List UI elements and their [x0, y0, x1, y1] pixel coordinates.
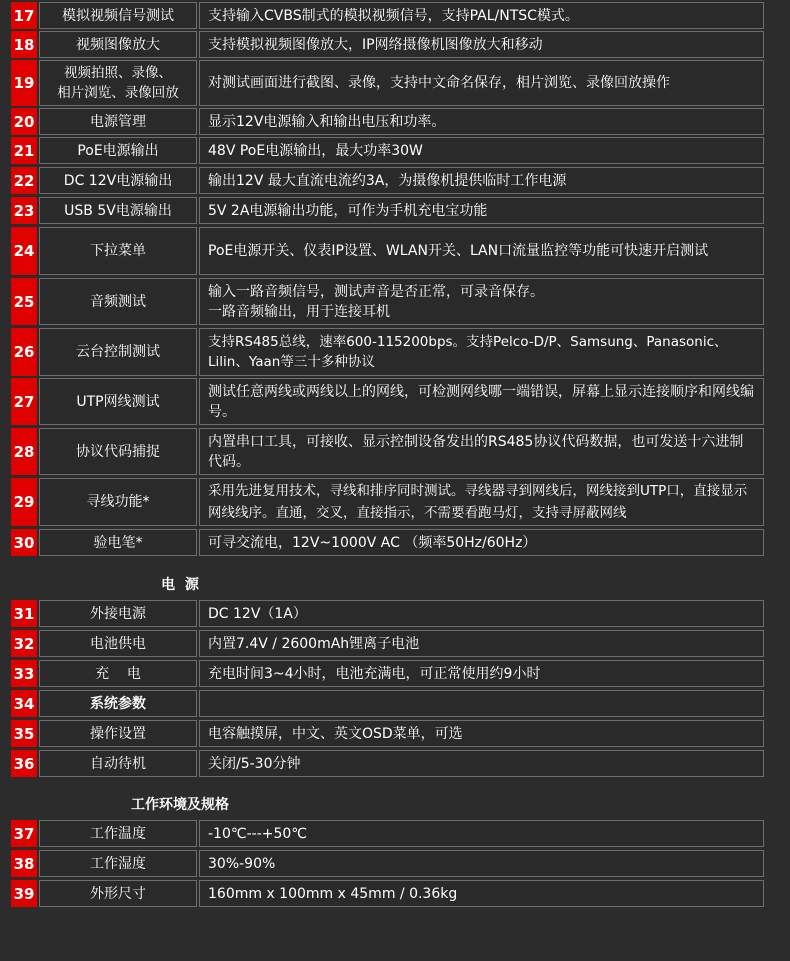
row-number: 34 — [11, 690, 37, 717]
feature-description: 显示12V电源输入和输出电压和功率。 — [199, 108, 764, 135]
row-number: 36 — [11, 750, 37, 777]
feature-name: 外接电源 — [39, 600, 197, 627]
row-number: 25 — [11, 278, 37, 325]
feature-description: 测试任意两线或两线以上的网线，可检测网线哪一端错误，屏幕上显示连接顺序和网线编号。 — [199, 378, 764, 425]
feature-name: 工作温度 — [39, 820, 197, 847]
section-title-environment: 工作环境及规格 — [131, 797, 229, 813]
row-number: 38 — [11, 850, 37, 877]
spec-row-34 — [11, 690, 764, 717]
row-number: 20 — [11, 108, 37, 135]
feature-name: 外形尺寸 — [39, 880, 197, 907]
row-number: 19 — [11, 60, 37, 106]
row-number: 28 — [11, 428, 37, 475]
row-number: 31 — [11, 600, 37, 627]
spec-row-27 — [11, 378, 764, 425]
spec-row-20 — [11, 108, 764, 135]
spec-row-31 — [11, 600, 764, 627]
feature-description: 支持RS485总线，速率600-115200bps。支持Pelco-D/P、Samsung、Panasonic、Lilin、Yaan等三十多种协议 — [199, 328, 764, 376]
feature-description: 输入一路音频信号，测试声音是否正常，可录音保存。 一路音频输出，用于连接耳机 — [199, 278, 764, 325]
feature-name: USB 5V电源输出 — [39, 197, 197, 224]
section-title-power: 电 源 — [161, 577, 199, 593]
feature-description: 支持输入CVBS制式的模拟视频信号，支持PAL/NTSC模式。 — [199, 2, 764, 29]
row-number: 23 — [11, 197, 37, 224]
row-number: 21 — [11, 137, 37, 164]
feature-name: 寻线功能* — [39, 478, 197, 526]
feature-name: 系统参数 — [39, 690, 197, 717]
feature-description: 充电时间3~4小时，电池充满电，可正常使用约9小时 — [199, 660, 764, 687]
row-number: 30 — [11, 529, 37, 556]
feature-description: 电容触摸屏，中文、英文OSD菜单，可选 — [199, 720, 764, 747]
feature-description: 内置7.4V / 2600mAh锂离子电池 — [199, 630, 764, 657]
spec-row-18 — [11, 31, 764, 58]
spec-row-32 — [11, 630, 764, 657]
spec-row-25 — [11, 278, 764, 325]
row-number: 17 — [11, 2, 37, 29]
feature-description: 5V 2A电源输出功能，可作为手机充电宝功能 — [199, 197, 764, 224]
row-number: 22 — [11, 167, 37, 194]
spec-row-29 — [11, 478, 764, 526]
feature-name: 自动待机 — [39, 750, 197, 777]
spec-row-37 — [11, 820, 764, 847]
feature-description: 关闭/5-30分钟 — [199, 750, 764, 777]
spec-row-38 — [11, 850, 764, 877]
row-number: 32 — [11, 630, 37, 657]
feature-description: 160mm x 100mm x 45mm / 0.36kg — [199, 880, 764, 907]
spec-row-22 — [11, 167, 764, 194]
feature-name: DC 12V电源输出 — [39, 167, 197, 194]
feature-description: 输出12V 最大直流电流约3A，为摄像机提供临时工作电源 — [199, 167, 764, 194]
feature-description — [199, 690, 764, 717]
feature-name: 操作设置 — [39, 720, 197, 747]
feature-description: 48V PoE电源输出，最大功率30W — [199, 137, 764, 164]
spec-row-39 — [11, 880, 764, 907]
row-number: 18 — [11, 31, 37, 58]
spec-row-28 — [11, 428, 764, 475]
row-number: 24 — [11, 227, 37, 275]
spec-row-26 — [11, 328, 764, 376]
spec-row-36 — [11, 750, 764, 777]
row-number: 35 — [11, 720, 37, 747]
feature-name: 验电笔* — [39, 529, 197, 556]
spec-row-33 — [11, 660, 764, 687]
row-number: 27 — [11, 378, 37, 425]
feature-name: 视频拍照、录像、 相片浏览、录像回放 — [39, 60, 197, 106]
feature-description: 支持模拟视频图像放大，IP网络摄像机图像放大和移动 — [199, 31, 764, 58]
feature-description: PoE电源开关、仪表IP设置、WLAN开关、LAN口流量监控等功能可快速开启测试 — [199, 227, 764, 275]
feature-name: 视频图像放大 — [39, 31, 197, 58]
feature-name: PoE电源输出 — [39, 137, 197, 164]
feature-description: 可寻交流电，12V~1000V AC （频率50Hz/60Hz） — [199, 529, 764, 556]
feature-description: 内置串口工具，可接收、显示控制设备发出的RS485协议代码数据，也可发送十六进制代码。 — [199, 428, 764, 475]
spec-row-19 — [11, 60, 764, 106]
feature-name: 下拉菜单 — [39, 227, 197, 275]
feature-name: 充 电 — [39, 660, 197, 687]
feature-description: -10℃---+50℃ — [199, 820, 764, 847]
row-number: 29 — [11, 478, 37, 526]
feature-name: 音频测试 — [39, 278, 197, 325]
row-number: 39 — [11, 880, 37, 907]
spec-row-21 — [11, 137, 764, 164]
feature-name: 工作湿度 — [39, 850, 197, 877]
feature-name: 云台控制测试 — [39, 328, 197, 376]
feature-description: DC 12V（1A） — [199, 600, 764, 627]
row-number: 26 — [11, 328, 37, 376]
spec-row-23 — [11, 197, 764, 224]
row-number: 33 — [11, 660, 37, 687]
spec-row-35 — [11, 720, 764, 747]
feature-description: 30%-90% — [199, 850, 764, 877]
feature-name: 电源管理 — [39, 108, 197, 135]
feature-name: 模拟视频信号测试 — [39, 2, 197, 29]
spec-row-30 — [11, 529, 764, 556]
feature-name: 协议代码捕捉 — [39, 428, 197, 475]
feature-name: 电池供电 — [39, 630, 197, 657]
feature-description: 采用先进复用技术，寻线和排序同时测试。寻线器寻到网线后，网线接到UTP口，直接显示网线线序。直通，交叉，直接指示，不需要看跑马灯，支持寻屏蔽网线 — [199, 478, 764, 526]
feature-description: 对测试画面进行截图、录像，支持中文命名保存，相片浏览、录像回放操作 — [199, 60, 764, 106]
feature-name: UTP网线测试 — [39, 378, 197, 425]
spec-row-24 — [11, 227, 764, 275]
spec-row-17 — [11, 2, 764, 29]
row-number: 37 — [11, 820, 37, 847]
